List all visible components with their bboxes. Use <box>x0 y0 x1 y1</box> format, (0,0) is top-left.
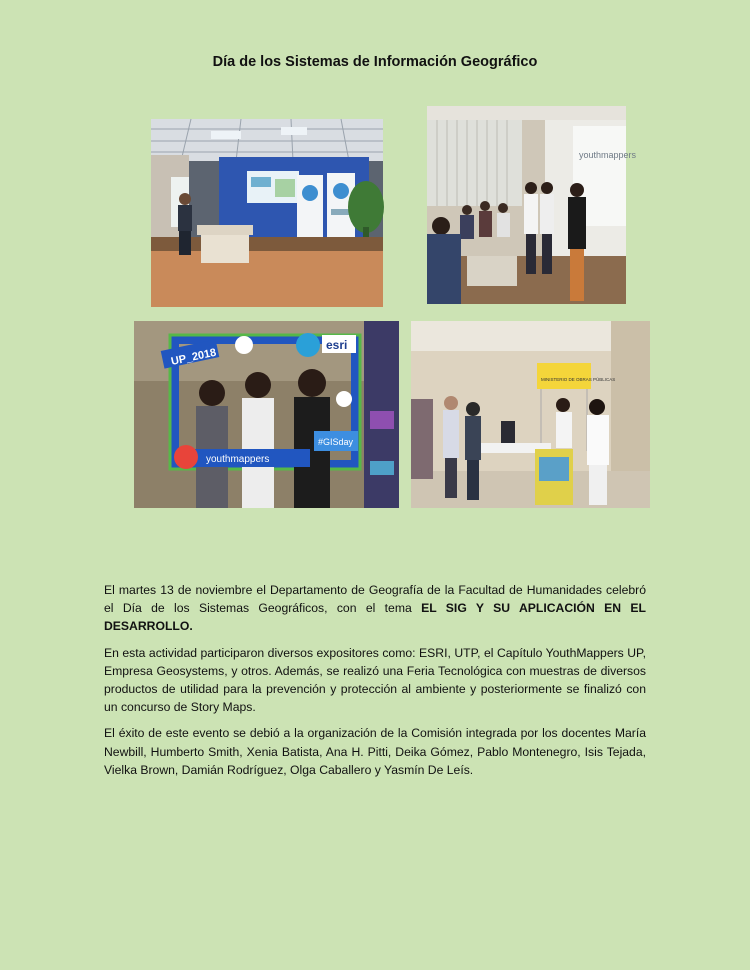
photo-classroom-presentation <box>427 106 637 304</box>
paragraph-organizers: El éxito de este evento se debió a la organización de la Comisión integrada por los docentes María Newbill, Humberto Smith, Xenia Batista, Ana H. Pitti, Deika Gómez, Pablo Montenegro, Isis Tejada, Vielka Brown, Damián Rodríguez, Olga Caballero y Yasmín De Leís. <box>104 726 646 777</box>
esri-logo-text: esri <box>326 338 348 352</box>
paragraph-exhibitors: En esta actividad participaron diversos expositores como: ESRI, UTP, el Capítulo YouthMappers UP, Empresa Geosystems, y otros. Además, se realizó una Feria Tecnológica con muestras de diversos productos de utilidad para la prevención y protección al ambiente y posteriormente se finalizó con un concurso de Story Maps. <box>104 645 646 715</box>
paragraph-intro-text: El martes 13 de noviembre el Departamento de Geografía de la Facultad de Humanidades celebró el Día de los Sistemas Geográficos, con el tema <box>104 583 646 616</box>
gisday-tag-text: #GISday <box>318 437 354 447</box>
screen-brand-text: youthmappers <box>579 150 637 160</box>
frame-tag-text: UP_2018 <box>170 346 218 368</box>
paragraph-intro <box>104 581 646 636</box>
photo-exhibition-booth <box>411 321 650 508</box>
paragraph-intro-theme: EL SIG Y SU APLICACIÓN EN EL DESARROLLO. <box>104 601 647 634</box>
youthmappers-banner-text: youthmappers <box>206 454 270 465</box>
photo-students-frame <box>134 321 399 508</box>
article-body <box>104 581 646 787</box>
photo-auditorium-presentation <box>151 119 383 307</box>
booth-sign-text: MINISTERIO DE OBRAS PÚBLICAS <box>541 377 616 382</box>
page-title: Día de los Sistemas de Información Geográfico <box>212 54 538 70</box>
